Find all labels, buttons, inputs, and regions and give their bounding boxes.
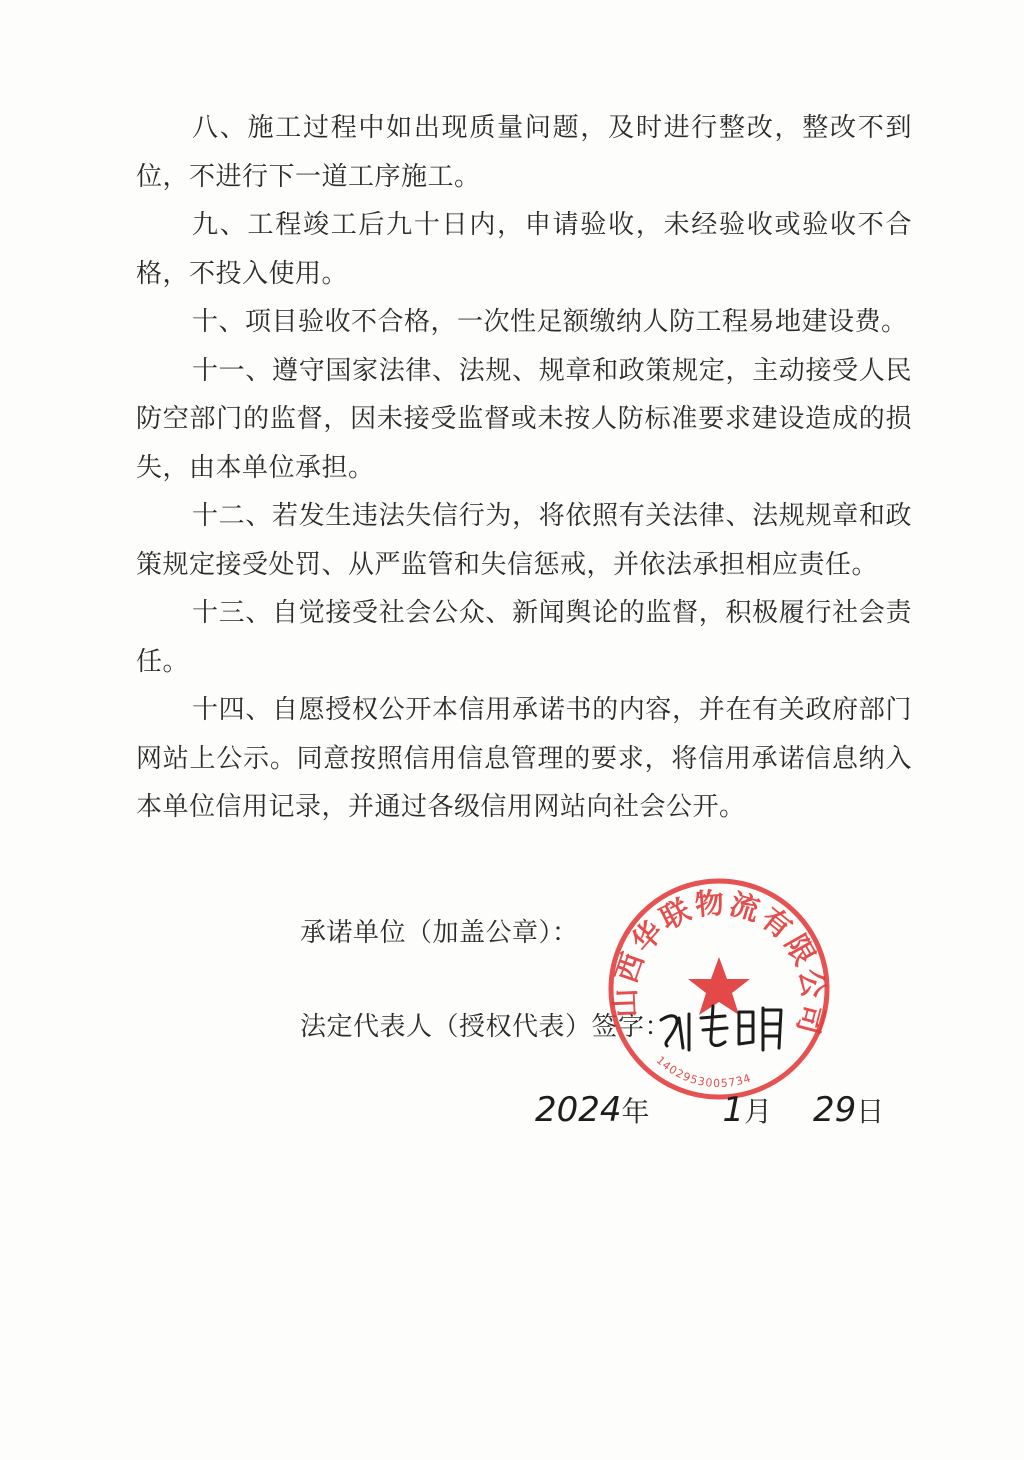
clause-11: 十一、遵守国家法律、法规、规章和政策规定，主动接受人民防空部门的监督，因未接受监督或未按人防标准要求建设造成的损失，由本单位承担。 [136,355,912,483]
commitment-body [136,104,912,832]
date-day-suffix: 日 [856,1095,885,1128]
committing-unit-label: 承诺单位（加盖公章）： [300,918,579,948]
official-seal [603,873,835,1105]
date-month: 1 [722,1090,745,1130]
svg-text:1402953005734: 1402953005734 [653,1053,754,1091]
clause-13: 十三、自觉接受社会公众、新闻舆论的监督，积极履行社会责任。 [136,598,912,677]
date-day: 29 [813,1090,857,1130]
clause-12: 十二、若发生违法失信行为，将依照有关法律、法规规章和政策规定接受处罚、从严监管和失信惩戒，并依法承担相应责任。 [136,501,912,580]
date-month-suffix: 月 [744,1095,773,1128]
clause-14: 十四、自愿授权公开本信用承诺书的内容，并在有关政府部门网站上公示。同意按照信用信息管理的要求，将信用承诺信息纳入本单位信用记录，并通过各级信用网站向社会公开。 [136,695,912,822]
date-year: 2024 [535,1090,622,1130]
clause-8: 八、施工过程中如出现质量问题，及时进行整改，整改不到位，不进行下一道工序施工。 [136,113,912,192]
clause-10: 十、项目验收不合格，一次性足额缴纳人防工程易地建设费。 [192,307,908,337]
svg-text:山西华联物流有限公司: 山西华联物流有限公司 [607,885,832,1041]
clause-9: 九、工程竣工后九十日内，申请验收，未经验收或验收不合格，不投入使用。 [136,210,912,289]
signing-date [535,1090,884,1130]
handwritten-signature [655,998,805,1058]
legal-representative-label: 法定代表人（授权代表）签字： [300,1012,672,1042]
date-year-suffix: 年 [621,1095,650,1128]
